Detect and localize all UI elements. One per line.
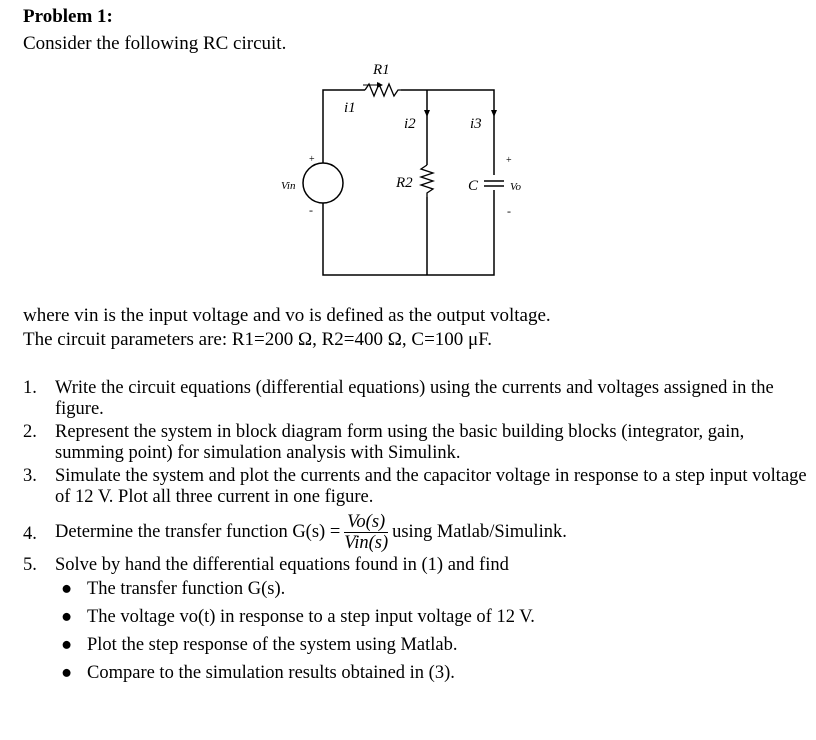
task-item: [23, 512, 813, 553]
problem-title: Problem 1:: [23, 6, 113, 27]
task-number: 5.: [23, 555, 37, 575]
task-item: [23, 466, 813, 508]
label-r2: R2: [396, 175, 413, 191]
label-source-plus: +: [309, 154, 315, 165]
voltage-source: [303, 163, 343, 203]
bullet-icon: ●: [61, 635, 73, 655]
label-vo-minus: -: [507, 204, 511, 218]
subtask-item: [55, 578, 813, 600]
label-c: C: [468, 178, 479, 194]
task-text: Simulate the system and plot the currents and the capacitor voltage in response to a step input voltage of 12 V. Plot all three current in one figure.: [55, 466, 807, 507]
task-text: Represent the system in block diagram form using the basic building blocks (integrator, gain, summing point) for simulation analysis with Simulink.: [55, 422, 745, 463]
fraction-denominator: Vin(s): [344, 533, 389, 553]
description-line-1: where vin is the input voltage and vo is defined as the output voltage.: [23, 305, 551, 326]
task-text: Write the circuit equations (differential equations) using the currents and voltages assigned in the figure.: [55, 378, 774, 419]
fraction-numerator: Vo(s): [344, 512, 388, 533]
task-item: [23, 555, 813, 684]
task-number: 3.: [23, 466, 37, 486]
subtask-item: [55, 606, 813, 628]
label-vin: Vin: [281, 180, 296, 192]
label-r1: R1: [373, 62, 390, 78]
label-vo-plus: +: [506, 155, 512, 166]
capacitor-c: [484, 181, 504, 186]
bullet-icon: ●: [61, 607, 73, 627]
task-item: [23, 422, 813, 464]
resistor-r1: [365, 84, 401, 96]
wire-left-bottom: [323, 190, 494, 275]
task-number: 2.: [23, 422, 37, 442]
task-number: 1.: [23, 378, 37, 398]
subtask-list: [55, 578, 813, 684]
task-number: 4.: [23, 524, 37, 544]
wire-right-top: [401, 90, 494, 175]
label-i1: i1: [344, 100, 356, 116]
label-i3: i3: [470, 116, 482, 132]
subtask-text: Plot the step response of the system using Matlab.: [87, 635, 458, 655]
subtask-item: [55, 662, 813, 684]
resistor-r2: [421, 165, 433, 197]
bullet-icon: ●: [61, 663, 73, 683]
transfer-function-fraction: [344, 512, 388, 553]
subtask-text: The transfer function G(s).: [87, 579, 286, 599]
description-line-2: The circuit parameters are: R1=200 Ω, R2=400 Ω, C=100 μF.: [23, 329, 493, 350]
label-i2: i2: [404, 116, 416, 132]
task-item: [23, 378, 813, 420]
bullet-icon: ●: [61, 579, 73, 599]
task-text: Solve by hand the differential equations found in (1) and find: [55, 555, 509, 575]
subtask-item: [55, 634, 813, 656]
task-list: [23, 378, 813, 690]
task-text: Determine the transfer function G(s) =: [55, 522, 341, 542]
rc-circuit-diagram: [0, 0, 816, 300]
label-vo: Vo: [510, 181, 521, 193]
task-text-after: using Matlab/Simulink.: [392, 522, 567, 542]
subtask-text: The voltage vo(t) in response to a step input voltage of 12 V.: [87, 607, 535, 627]
subtask-text: Compare to the simulation results obtained in (3).: [87, 663, 455, 683]
problem-intro: Consider the following RC circuit.: [23, 33, 287, 54]
label-source-minus: -: [309, 203, 313, 217]
